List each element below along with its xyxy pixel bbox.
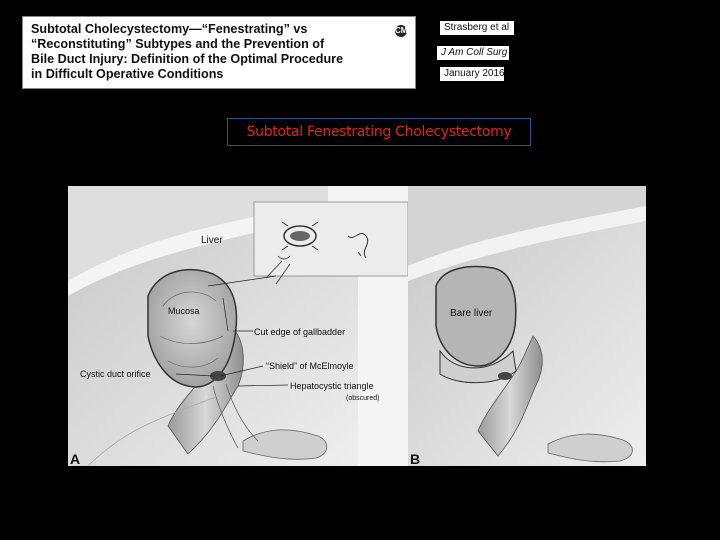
illustration-svg bbox=[68, 186, 646, 466]
label-cut-edge: Cut edge of gallbadder bbox=[254, 327, 346, 337]
journal-tag: J Am Coll Surg bbox=[437, 46, 509, 60]
crossmark-icon: CM bbox=[395, 26, 408, 35]
label-obscured: (obscured) bbox=[346, 395, 380, 402]
article-title: Subtotal Cholecystectomy—“Fenestrating” vs “Reconstituting” Subtypes and the Prevention of Bile Duct Injury: Definition of the Optimal Procedure in Difficult Operative Conditions bbox=[31, 22, 344, 81]
panel-a-letter: A bbox=[70, 451, 81, 466]
article-title-box bbox=[22, 16, 416, 89]
slide-subtitle-box bbox=[227, 118, 531, 146]
label-mucosa: Mucosa bbox=[168, 306, 200, 316]
panel-a bbox=[68, 186, 408, 466]
label-bare-liver: Bare liver bbox=[450, 308, 493, 319]
panel-b-letter: B bbox=[410, 451, 421, 466]
label-liver: Liver bbox=[201, 235, 223, 246]
label-shield: “Shield” of McElmoyle bbox=[266, 361, 354, 371]
date-tag: January 2016 bbox=[440, 67, 504, 81]
inset-box bbox=[254, 202, 408, 276]
author-tag: Strasberg et al bbox=[440, 21, 514, 35]
slide-subtitle: Subtotal Fenestrating Cholecystectomy bbox=[246, 124, 512, 140]
label-cystic-duct: Cystic duct orifice bbox=[80, 369, 151, 379]
surgical-illustration bbox=[68, 186, 646, 466]
label-hepatocystic: Hepatocystic triangle bbox=[290, 381, 374, 391]
panel-b bbox=[408, 186, 646, 466]
